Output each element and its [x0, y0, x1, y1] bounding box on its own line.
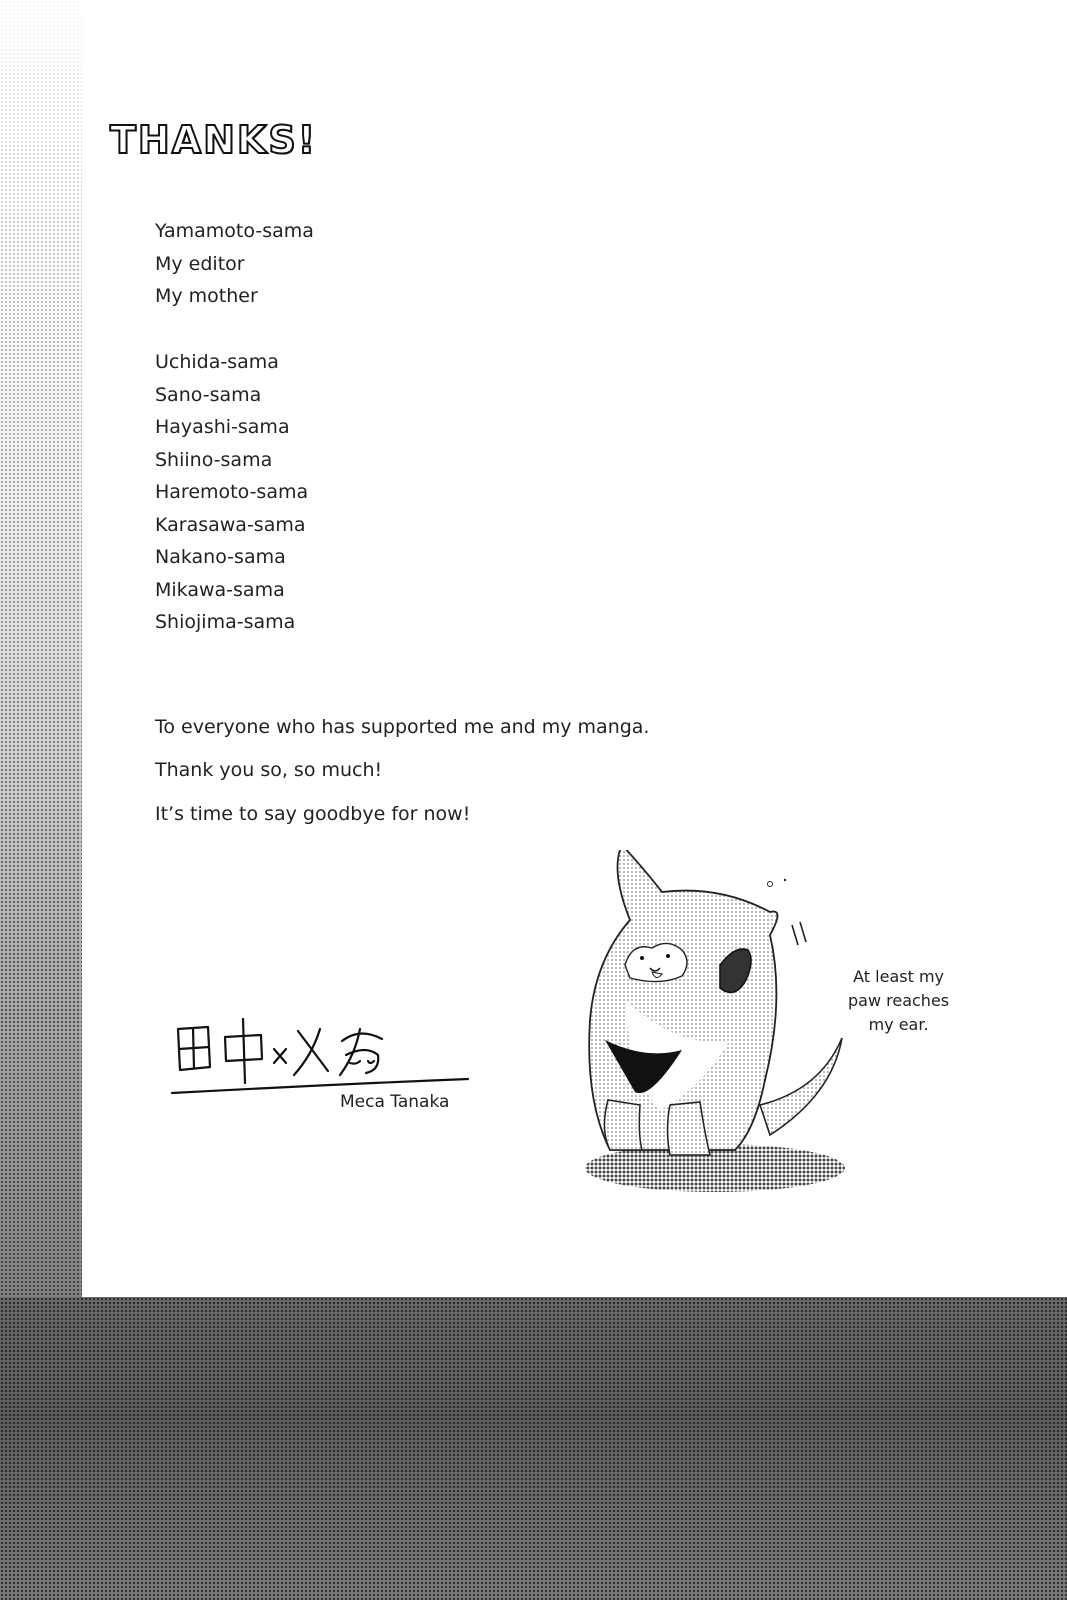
list-item: Yamamoto-sama: [155, 220, 314, 242]
message-line-1: To everyone who has supported me and my manga.: [155, 716, 650, 738]
list-item: Hayashi-sama: [155, 416, 290, 438]
thanks-list-primary: [155, 215, 314, 313]
list-item: Uchida-sama: [155, 351, 279, 373]
screentone-border-bottom: [0, 1297, 1067, 1600]
list-item: Haremoto-sama: [155, 481, 309, 503]
list-item: Shiino-sama: [155, 448, 273, 471]
cat-speech-text: At least my paw reaches my ear.: [848, 967, 950, 1034]
list-item: My editor: [155, 252, 245, 275]
handwritten-signature: [170, 1015, 475, 1095]
author-name: Meca Tanaka: [340, 1092, 450, 1112]
cat-illustration: [570, 850, 860, 1195]
message-line-2: Thank you so, so much!: [155, 759, 383, 781]
list-item: Sano-sama: [155, 383, 262, 406]
list-item: Shiojima-sama: [155, 611, 296, 633]
list-item: Karasawa-sama: [155, 513, 306, 536]
thanks-heading: THANKS!: [110, 118, 318, 162]
thanks-list-assistants: [155, 346, 308, 639]
message-line-3: It’s time to say goodbye for now!: [155, 803, 471, 825]
list-item: Mikawa-sama: [155, 578, 285, 601]
list-item: My mother: [155, 285, 258, 307]
list-item: Nakano-sama: [155, 546, 286, 568]
